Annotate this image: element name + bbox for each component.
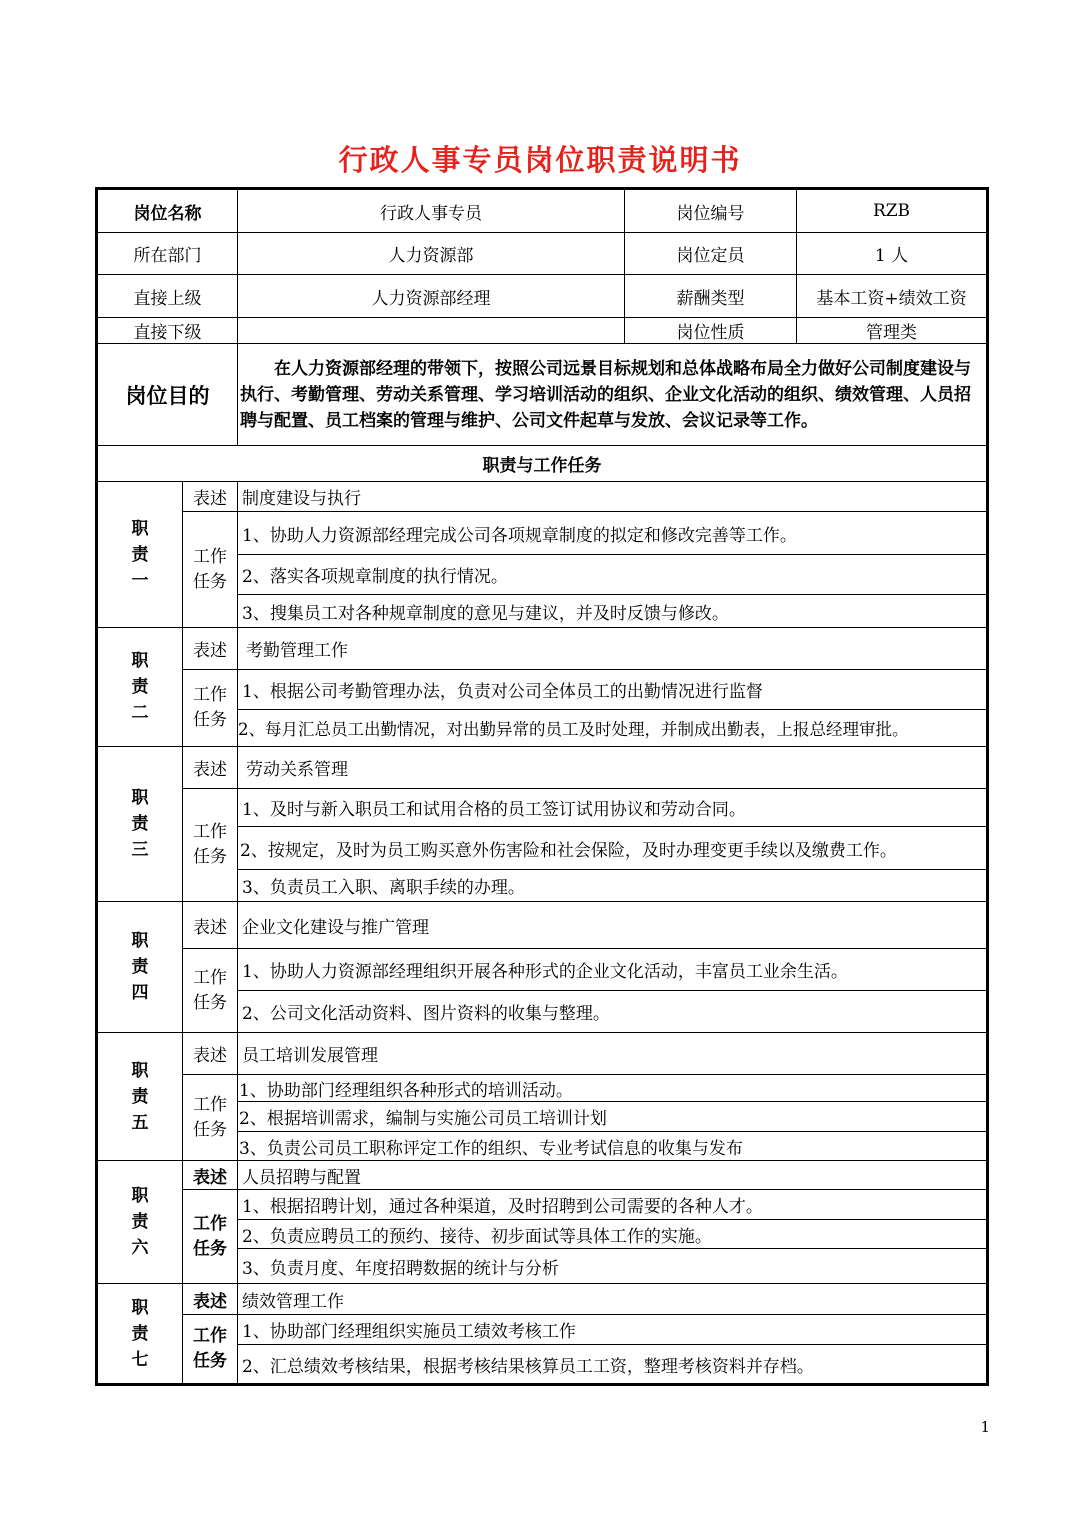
label-salary-type: 薪酬类型 <box>625 275 797 318</box>
duty-1-task-1: 1、协助人力资源部经理完成公司各项规章制度的拟定和修改完善等工作。 <box>238 512 988 555</box>
row-purpose <box>97 344 988 446</box>
row-superior <box>97 275 988 318</box>
duty-4-task-label: 工作 任务 <box>183 949 238 1033</box>
value-position-nature: 管理类 <box>797 318 988 344</box>
duty-2-desc: 考勤管理工作 <box>238 628 988 670</box>
duty-3-desc-row <box>97 747 988 789</box>
duty-2-desc-row <box>97 628 988 670</box>
duty-7-task-label: 工作 任务 <box>183 1315 238 1385</box>
duty-6-task-row <box>97 1190 988 1220</box>
duty-6-task-label: 工作 任务 <box>183 1190 238 1284</box>
duty-7-task-row <box>97 1315 988 1345</box>
value-subordinate <box>238 318 625 344</box>
label-department: 所在部门 <box>97 233 238 275</box>
duty-5-task-3: 3、负责公司员工职称评定工作的组织、专业考试信息的收集与发布 <box>238 1132 988 1161</box>
duty-4-desc: 企业文化建设与推广管理 <box>238 902 988 949</box>
duty-3-task-row <box>97 789 988 827</box>
duty-3-desc-label: 表述 <box>183 747 238 789</box>
duty-6-task-3: 3、负责月度、年度招聘数据的统计与分析 <box>238 1249 988 1284</box>
row-section-title <box>97 446 988 482</box>
duty-6-desc: 人员招聘与配置 <box>238 1161 988 1190</box>
section-title: 职责与工作任务 <box>97 446 988 482</box>
label-position-code: 岗位编号 <box>625 189 797 233</box>
page-number: 1 <box>980 1418 990 1436</box>
duty-2-task-1: 1、根据公司考勤管理办法，负责对公司全体员工的出勤情况进行监督 <box>238 670 988 710</box>
value-salary-type: 基本工资+绩效工资 <box>797 275 988 318</box>
duty-3-task-3: 3、负责员工入职、离职手续的办理。 <box>238 870 988 902</box>
duty-3-label: 职 责 三 <box>97 747 183 902</box>
duty-7-task-1: 1、协助部门经理组织实施员工绩效考核工作 <box>238 1315 988 1345</box>
duty-4-task-1: 1、协助人力资源部经理组织开展各种形式的企业文化活动，丰富员工业余生活。 <box>238 949 988 991</box>
duty-5-task-row <box>97 1075 988 1102</box>
duty-7-task-2: 2、汇总绩效考核结果，根据考核结果核算员工工资，整理考核资料并存档。 <box>238 1345 988 1385</box>
duty-1-task-3: 3、搜集员工对各种规章制度的意见与建议，并及时反馈与修改。 <box>238 595 988 628</box>
duty-6-desc-label: 表述 <box>183 1161 238 1190</box>
value-position-name: 行政人事专员 <box>238 189 625 233</box>
row-position-name <box>97 189 988 233</box>
duty-3-task-label: 工作 任务 <box>183 789 238 902</box>
duty-2-task-2: 2、每月汇总员工出勤情况，对出勤异常的员工及时处理，并制成出勤表，上报总经理审批。 <box>238 710 988 747</box>
duty-1-task-label: 工作 任务 <box>183 512 238 628</box>
duty-1-task-2: 2、落实各项规章制度的执行情况。 <box>238 555 988 595</box>
duty-5-task-1: 1、协助部门经理组织各种形式的培训活动。 <box>238 1075 988 1102</box>
duty-1-task-row <box>97 512 988 555</box>
label-position-nature: 岗位性质 <box>625 318 797 344</box>
duty-5-desc-row <box>97 1033 988 1075</box>
value-headcount: 1 人 <box>797 233 988 275</box>
duty-3-desc: 劳动关系管理 <box>238 747 988 789</box>
label-purpose: 岗位目的 <box>97 344 238 446</box>
job-description-table <box>95 187 989 1386</box>
value-position-code: RZB <box>797 189 988 233</box>
duty-1-desc-row <box>97 482 988 512</box>
duty-7-desc-row <box>97 1284 988 1315</box>
duty-7-desc-label: 表述 <box>183 1284 238 1315</box>
duty-6-desc-row <box>97 1161 988 1190</box>
duty-4-task-row <box>97 949 988 991</box>
duty-2-task-row <box>97 670 988 710</box>
duty-3-task-2: 2、按规定，及时为员工购买意外伤害险和社会保险，及时办理变更手续以及缴费工作。 <box>238 827 988 870</box>
duty-1-desc-label: 表述 <box>183 482 238 512</box>
duty-2-task-label: 工作 任务 <box>183 670 238 747</box>
duty-4-task-2: 2、公司文化活动资料、图片资料的收集与整理。 <box>238 991 988 1033</box>
duty-1-desc: 制度建设与执行 <box>238 482 988 512</box>
label-headcount: 岗位定员 <box>625 233 797 275</box>
duty-6-task-1: 1、根据招聘计划，通过各种渠道，及时招聘到公司需要的各种人才。 <box>238 1190 988 1220</box>
duty-2-desc-label: 表述 <box>183 628 238 670</box>
duty-5-desc: 员工培训发展管理 <box>238 1033 988 1075</box>
duty-7-label: 职 责 七 <box>97 1284 183 1385</box>
value-superior: 人力资源部经理 <box>238 275 625 318</box>
row-department <box>97 233 988 275</box>
document-title: 行政人事专员岗位职责说明书 <box>338 143 742 177</box>
duty-4-desc-row <box>97 902 988 949</box>
duty-3-task-1: 1、及时与新入职员工和试用合格的员工签订试用协议和劳动合同。 <box>238 789 988 827</box>
duty-4-desc-label: 表述 <box>183 902 238 949</box>
duty-5-task-2: 2、根据培训需求，编制与实施公司员工培训计划 <box>238 1102 988 1132</box>
duty-4-label: 职 责 四 <box>97 902 183 1033</box>
purpose-text: 在人力资源部经理的带领下，按照公司远景目标规划和总体战略布局全力做好公司制度建设与执行、考勤管理、劳动关系管理、学习培训活动的组织、企业文化活动的组织、绩效管理、人员招聘与配置、员工档案的管理与维护、公司文件起草与发放、会议记录等工作。 <box>238 344 988 446</box>
label-superior: 直接上级 <box>97 275 238 318</box>
value-department: 人力资源部 <box>238 233 625 275</box>
duty-5-label: 职 责 五 <box>97 1033 183 1161</box>
duty-5-task-label: 工作 任务 <box>183 1075 238 1161</box>
row-subordinate <box>97 318 988 344</box>
label-subordinate: 直接下级 <box>97 318 238 344</box>
duty-2-label: 职 责 二 <box>97 628 183 747</box>
duty-6-task-2: 2、负责应聘员工的预约、接待、初步面试等具体工作的实施。 <box>238 1220 988 1249</box>
label-position-name: 岗位名称 <box>97 189 238 233</box>
duty-1-label: 职 责 一 <box>97 482 183 628</box>
duty-5-desc-label: 表述 <box>183 1033 238 1075</box>
duty-6-label: 职 责 六 <box>97 1161 183 1284</box>
duty-7-desc: 绩效管理工作 <box>238 1284 988 1315</box>
